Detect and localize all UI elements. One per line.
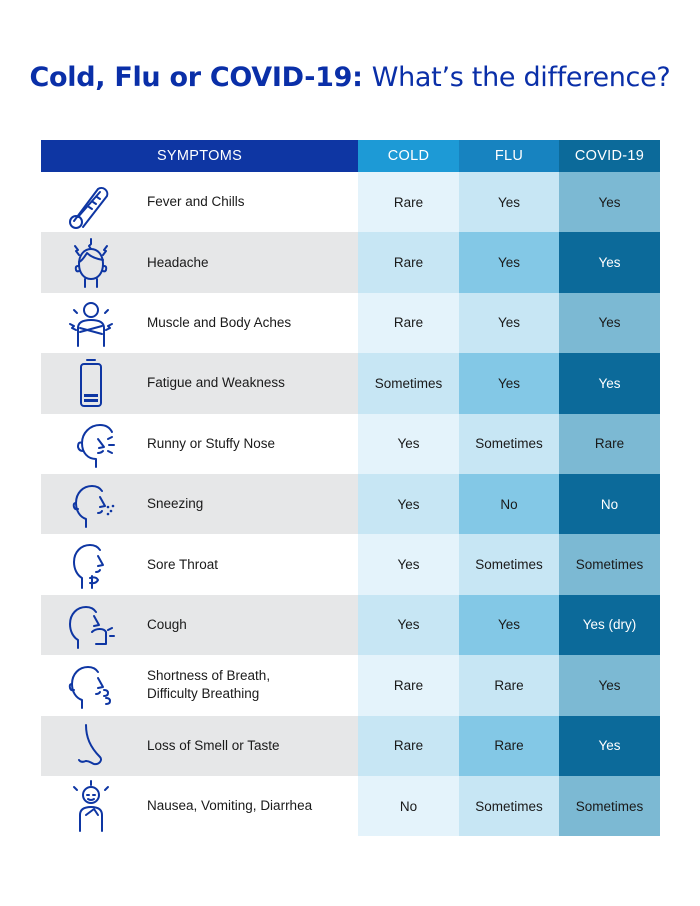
symptom-cell xyxy=(41,534,358,594)
flu-value: Sometimes xyxy=(459,414,559,474)
covid-value: Yes xyxy=(559,353,660,413)
cold-value: Rare xyxy=(358,655,459,715)
nausea-icon xyxy=(41,776,141,836)
shortness-of-breath-icon xyxy=(41,655,141,715)
symptom-cell xyxy=(41,474,358,534)
covid-value: Yes xyxy=(559,655,660,715)
table-body xyxy=(41,172,660,836)
sneezing-icon xyxy=(41,474,141,534)
symptom-cell xyxy=(41,232,358,292)
table-row xyxy=(41,534,660,594)
symptom-cell xyxy=(41,716,358,776)
symptom-label: Nausea, Vomiting, Diarrhea xyxy=(147,798,313,814)
covid-value: Yes xyxy=(559,293,660,353)
symptom-label: Muscle and Body Aches xyxy=(147,314,292,330)
symptom-cell xyxy=(41,293,358,353)
thermometer-icon xyxy=(41,172,141,232)
flu-value: Yes xyxy=(459,293,559,353)
symptom-label: Shortness of Breath, Difficulty Breathing xyxy=(147,668,271,702)
header-covid: COVID-19 xyxy=(559,140,660,172)
table-row xyxy=(41,716,660,776)
covid-value: Yes xyxy=(559,232,660,292)
cold-value: Rare xyxy=(358,232,459,292)
cold-value: Rare xyxy=(358,172,459,232)
flu-value: Sometimes xyxy=(459,534,559,594)
symptom-label: Fever and Chills xyxy=(147,194,245,210)
flu-value: Rare xyxy=(459,716,559,776)
symptom-cell xyxy=(41,776,358,836)
symptom-label: Headache xyxy=(147,254,209,270)
runny-nose-icon xyxy=(41,414,141,474)
cold-value: Rare xyxy=(358,716,459,776)
flu-value: Yes xyxy=(459,595,559,655)
header-symptoms: SYMPTOMS xyxy=(41,140,358,172)
cold-value: Yes xyxy=(358,595,459,655)
symptom-label: Sore Throat xyxy=(147,556,219,572)
table-row xyxy=(41,232,660,292)
symptom-label: Loss of Smell or Taste xyxy=(147,737,280,753)
header-flu: FLU xyxy=(459,140,559,172)
symptom-cell xyxy=(41,655,358,715)
headache-icon xyxy=(41,233,141,293)
table-row xyxy=(41,414,660,474)
symptom-label: Runny or Stuffy Nose xyxy=(147,435,276,451)
symptom-label: Sneezing xyxy=(147,496,204,512)
body-aches-icon xyxy=(41,293,141,353)
table-row xyxy=(41,776,660,836)
covid-value: Sometimes xyxy=(559,534,660,594)
low-battery-icon xyxy=(41,353,141,413)
table-row xyxy=(41,293,660,353)
flu-value: Rare xyxy=(459,655,559,715)
covid-value: Yes (dry) xyxy=(559,595,660,655)
cold-value: Yes xyxy=(358,474,459,534)
cold-value: Sometimes xyxy=(358,353,459,413)
nose-icon xyxy=(41,716,141,776)
symptom-cell xyxy=(41,353,358,413)
cold-value: Yes xyxy=(358,414,459,474)
symptom-cell xyxy=(41,172,358,232)
table-row xyxy=(41,474,660,534)
covid-value: No xyxy=(559,474,660,534)
flu-value: Yes xyxy=(459,172,559,232)
covid-value: Sometimes xyxy=(559,776,660,836)
covid-value: Rare xyxy=(559,414,660,474)
title-light: What’s the difference? xyxy=(371,62,671,93)
page-title xyxy=(0,62,700,93)
title-bold: Cold, Flu or COVID-19: xyxy=(29,62,363,93)
sore-throat-icon xyxy=(41,535,141,595)
table-row xyxy=(41,655,660,715)
flu-value: Yes xyxy=(459,353,559,413)
cough-icon xyxy=(41,595,141,655)
table-header xyxy=(41,140,660,172)
header-cold: COLD xyxy=(358,140,459,172)
flu-value: Yes xyxy=(459,232,559,292)
covid-value: Yes xyxy=(559,716,660,776)
cold-value: Yes xyxy=(358,534,459,594)
symptom-label: Cough xyxy=(147,616,187,632)
cold-value: Rare xyxy=(358,293,459,353)
flu-value: No xyxy=(459,474,559,534)
cold-value: No xyxy=(358,776,459,836)
symptom-cell xyxy=(41,414,358,474)
table-row xyxy=(41,595,660,655)
symptom-label: Fatigue and Weakness xyxy=(147,375,285,391)
flu-value: Sometimes xyxy=(459,776,559,836)
covid-value: Yes xyxy=(559,172,660,232)
table-row xyxy=(41,172,660,232)
symptom-comparison-table xyxy=(41,140,660,836)
table-row xyxy=(41,353,660,413)
symptom-cell xyxy=(41,595,358,655)
